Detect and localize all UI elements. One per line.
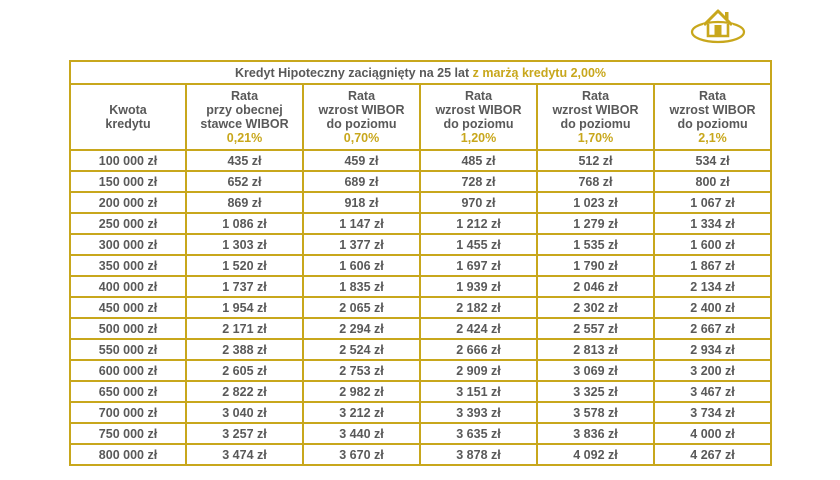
installment-cell: 2 046 zł [537,276,654,297]
header-rate-1 [186,84,303,150]
installment-cell: 1 279 zł [537,213,654,234]
installment-cell: 1 835 zł [303,276,420,297]
installment-cell: 2 813 zł [537,339,654,360]
installment-cell: 2 666 zł [420,339,537,360]
loan-amount-cell: 200 000 zł [70,192,186,213]
loan-amount-cell: 750 000 zł [70,423,186,444]
installment-cell: 512 zł [537,150,654,171]
installment-cell: 3 878 zł [420,444,537,465]
header-line: Rata [464,89,493,103]
header-line: Kwota [109,103,147,117]
installment-cell: 1 212 zł [420,213,537,234]
installment-cell: 2 294 zł [303,318,420,339]
installment-cell: 689 zł [303,171,420,192]
table-row [70,276,771,297]
installment-cell: 459 zł [303,150,420,171]
loan-amount-cell: 100 000 zł [70,150,186,171]
table-row [70,297,771,318]
loan-amount-cell: 600 000 zł [70,360,186,381]
header-line: kredytu [105,117,151,131]
header-line: Rata [347,89,376,103]
installment-cell: 1 790 zł [537,255,654,276]
installment-cell: 1 147 zł [303,213,420,234]
installment-cell: 728 zł [420,171,537,192]
installment-cell: 3 069 zł [537,360,654,381]
header-line: przy obecnej [206,103,283,117]
installment-cell: 2 524 zł [303,339,420,360]
table-row [70,171,771,192]
installment-cell: 2 605 zł [186,360,303,381]
installment-cell: 2 557 zł [537,318,654,339]
header-line: Rata [581,89,610,103]
installment-cell: 2 982 zł [303,381,420,402]
installment-cell: 1 334 zł [654,213,771,234]
installment-cell: 3 151 zł [420,381,537,402]
header-line: wzrost WIBOR [669,103,756,117]
installment-cell: 1 600 zł [654,234,771,255]
installment-cell: 2 934 zł [654,339,771,360]
table-title-main: Kredyt Hipoteczny zaciągnięty na 25 lat [235,65,470,80]
table-row [70,423,771,444]
installment-cell: 970 zł [420,192,537,213]
loan-amount-cell: 250 000 zł [70,213,186,234]
table-row [70,255,771,276]
installment-cell: 1 377 zł [303,234,420,255]
installment-cell: 1 455 zł [420,234,537,255]
table-title-accent: z marżą kredytu 2,00% [472,65,607,80]
table-row [70,444,771,465]
header-line: do poziomu [443,117,514,131]
installment-cell: 2 171 zł [186,318,303,339]
installment-cell: 1 535 zł [537,234,654,255]
installment-cell: 485 zł [420,150,537,171]
installment-cell: 800 zł [654,171,771,192]
installment-cell: 1 086 zł [186,213,303,234]
installment-cell: 3 635 zł [420,423,537,444]
installment-cell: 3 325 zł [537,381,654,402]
installment-cell: 1 954 zł [186,297,303,318]
installment-cell: 3 474 zł [186,444,303,465]
table-row [70,402,771,423]
installment-cell: 3 836 zł [537,423,654,444]
installment-cell: 918 zł [303,192,420,213]
header-line: do poziomu [326,117,397,131]
loan-amount-cell: 150 000 zł [70,171,186,192]
header-amount [70,84,186,150]
loan-amount-cell: 450 000 zł [70,297,186,318]
installment-cell: 2 822 zł [186,381,303,402]
installment-cell: 4 000 zł [654,423,771,444]
installment-cell: 1 737 zł [186,276,303,297]
installment-cell: 3 440 zł [303,423,420,444]
header-line: do poziomu [560,117,631,131]
installment-cell: 2 909 zł [420,360,537,381]
installment-cell: 1 520 zł [186,255,303,276]
installment-cell: 869 zł [186,192,303,213]
installment-cell: 3 257 zł [186,423,303,444]
installment-cell: 3 200 zł [654,360,771,381]
table-row [70,360,771,381]
loan-amount-cell: 700 000 zł [70,402,186,423]
installment-cell: 2 400 zł [654,297,771,318]
installment-cell: 534 zł [654,150,771,171]
loan-amount-cell: 350 000 zł [70,255,186,276]
table-title [70,61,771,84]
installment-cell: 1 067 zł [654,192,771,213]
installment-cell: 2 065 zł [303,297,420,318]
header-rate-2 [303,84,420,150]
installment-cell: 435 zł [186,150,303,171]
installment-cell: 1 023 zł [537,192,654,213]
header-wibor-rate: 0,70% [343,131,380,145]
installment-cell: 2 424 zł [420,318,537,339]
header-line: wzrost WIBOR [318,103,405,117]
installment-cell: 2 302 zł [537,297,654,318]
installment-cell: 652 zł [186,171,303,192]
table-row [70,150,771,171]
installment-cell: 1 697 zł [420,255,537,276]
installment-cell: 3 467 zł [654,381,771,402]
header-wibor-rate: 1,20% [460,131,497,145]
installment-cell: 1 606 zł [303,255,420,276]
header-wibor-rate: 2,1% [698,131,727,145]
installment-cell: 2 182 zł [420,297,537,318]
header-line: do poziomu [677,117,748,131]
loan-amount-cell: 650 000 zł [70,381,186,402]
installment-cell: 3 212 zł [303,402,420,423]
header-wibor-rate: 0,21% [226,131,263,145]
table-row [70,381,771,402]
installment-cell: 3 670 zł [303,444,420,465]
installment-cell: 2 134 zł [654,276,771,297]
installment-cell: 3 393 zł [420,402,537,423]
installment-cell: 2 388 zł [186,339,303,360]
installment-cell: 2 753 zł [303,360,420,381]
header-line: wzrost WIBOR [552,103,639,117]
house-logo-icon [690,2,746,44]
loan-amount-cell: 300 000 zł [70,234,186,255]
installment-cell: 3 578 zł [537,402,654,423]
installment-cell: 4 267 zł [654,444,771,465]
installment-cell: 768 zł [537,171,654,192]
installment-cell: 3 734 zł [654,402,771,423]
header-rate-5 [654,84,771,150]
installment-cell: 1 939 zł [420,276,537,297]
loan-amount-cell: 800 000 zł [70,444,186,465]
header-line: Rata [230,89,259,103]
header-line: Rata [698,89,727,103]
table-row [70,192,771,213]
loan-amount-cell: 550 000 zł [70,339,186,360]
installment-cell: 2 667 zł [654,318,771,339]
table-row [70,318,771,339]
table-row [70,234,771,255]
installment-cell: 4 092 zł [537,444,654,465]
table-row [70,213,771,234]
mortgage-rates-table [69,60,772,466]
header-wibor-rate: 1,70% [577,131,614,145]
installment-cell: 3 040 zł [186,402,303,423]
loan-amount-cell: 500 000 zł [70,318,186,339]
table-row [70,339,771,360]
header-rate-3 [420,84,537,150]
header-line: wzrost WIBOR [435,103,522,117]
loan-amount-cell: 400 000 zł [70,276,186,297]
header-rate-4 [537,84,654,150]
installment-cell: 1 867 zł [654,255,771,276]
installment-cell: 1 303 zł [186,234,303,255]
header-line: stawce WIBOR [200,117,289,131]
